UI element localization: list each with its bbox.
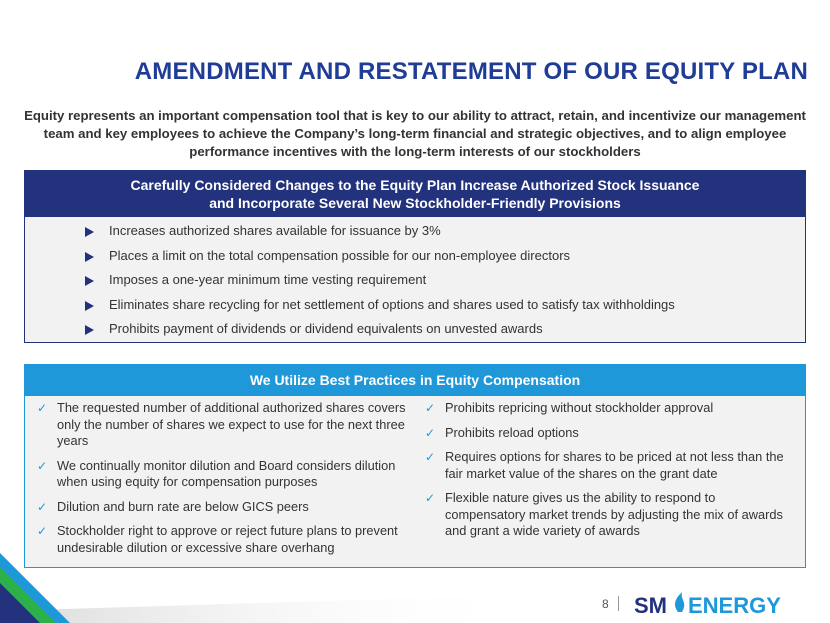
practices-panel [24, 364, 806, 568]
footer-gray-band [0, 595, 520, 623]
list-item-text: Prohibits repricing without stockholder approval [445, 400, 714, 415]
checkmark-icon: ✓ [425, 425, 436, 440]
practices-right-column [423, 400, 793, 548]
checkmark-icon: ✓ [425, 491, 436, 505]
practices-panel-header: We Utilize Best Practices in Equity Compensation [25, 365, 805, 396]
list-item [35, 523, 415, 556]
logo-energy-text: ENERGY [688, 593, 781, 618]
list-item [423, 400, 793, 417]
checkmark-icon: ✓ [425, 401, 436, 415]
list-item [25, 244, 805, 269]
list-item-text: Eliminates share recycling for net settlement of options and shares used to satisfy tax withholdings [109, 296, 675, 312]
triangle-bullet-icon [85, 301, 94, 311]
list-item-text: We continually monitor dilution and Board considers dilution when using equity for compensation purposes [57, 457, 396, 489]
footer-separator [618, 596, 619, 611]
triangle-bullet-icon [85, 276, 94, 286]
triangle-bullet-icon [85, 252, 94, 262]
list-item-text: The requested number of additional authorized shares covers only the number of shares we expect to use for the next three years [57, 400, 406, 448]
list-item-text: Dilution and burn rate are below GICS peers [57, 498, 309, 514]
list-item [35, 499, 415, 516]
intro-statement: Equity represents an important compensation tool that is key to our ability to attract, retain, and incentivize our management team and key employees to achieve the Company’s long-term financial and strategic objectives, and to align employee performance incentives with the long-term interests of our stockholders [24, 108, 806, 159]
checkmark-icon: ✓ [37, 401, 48, 415]
list-item-text: Stockholder right to approve or reject future plans to prevent undesirable dilution or excessive share overhang [57, 523, 398, 555]
list-item [25, 293, 805, 318]
list-item [423, 449, 793, 482]
logo-sm-text: SM [634, 593, 667, 618]
list-item-text: Prohibits reload options [445, 424, 579, 440]
list-item [35, 458, 415, 491]
page-number: 8 [602, 597, 609, 611]
list-item-text: Flexible nature gives us the ability to respond to compensatory market trends by adjusting the mix of awards and grant a wide variety of awards [445, 490, 783, 538]
flame-icon [675, 592, 684, 612]
changes-panel [24, 170, 806, 343]
changes-header-line1: Carefully Considered Changes to the Equity Plan Increase Authorized Stock Issuance [130, 177, 700, 193]
list-item-text: Prohibits payment of dividends or dividend equivalents on unvested awards [109, 321, 543, 337]
checkmark-icon: ✓ [425, 450, 436, 464]
list-item-text: Places a limit on the total compensation possible for our non-employee directors [109, 247, 571, 263]
list-item-text: Imposes a one-year minimum time vesting requirement [109, 272, 427, 288]
practices-left-column [35, 400, 415, 564]
page-title: AMENDMENT AND RESTATEMENT OF OUR EQUITY PLAN [134, 58, 808, 85]
checkmark-icon: ✓ [37, 524, 48, 538]
list-item [423, 425, 793, 442]
changes-panel-header [25, 171, 805, 217]
list-item [25, 268, 805, 293]
list-item [35, 400, 415, 450]
triangle-bullet-icon [85, 227, 94, 237]
triangle-bullet-icon [85, 325, 94, 335]
list-item [25, 317, 805, 342]
list-item-text: Requires options for shares to be priced at not less than the fair market value of the shares on the grant date [445, 449, 784, 481]
list-item [423, 490, 793, 540]
sm-energy-logo [632, 590, 802, 618]
checkmark-icon: ✓ [37, 458, 48, 473]
checkmark-icon: ✓ [37, 499, 48, 514]
changes-header-line2: and Incorporate Several New Stockholder-Friendly Provisions [209, 195, 621, 211]
list-item [25, 219, 805, 244]
changes-list [25, 217, 805, 342]
list-item-text: Increases authorized shares available for issuance by 3% [109, 223, 441, 238]
